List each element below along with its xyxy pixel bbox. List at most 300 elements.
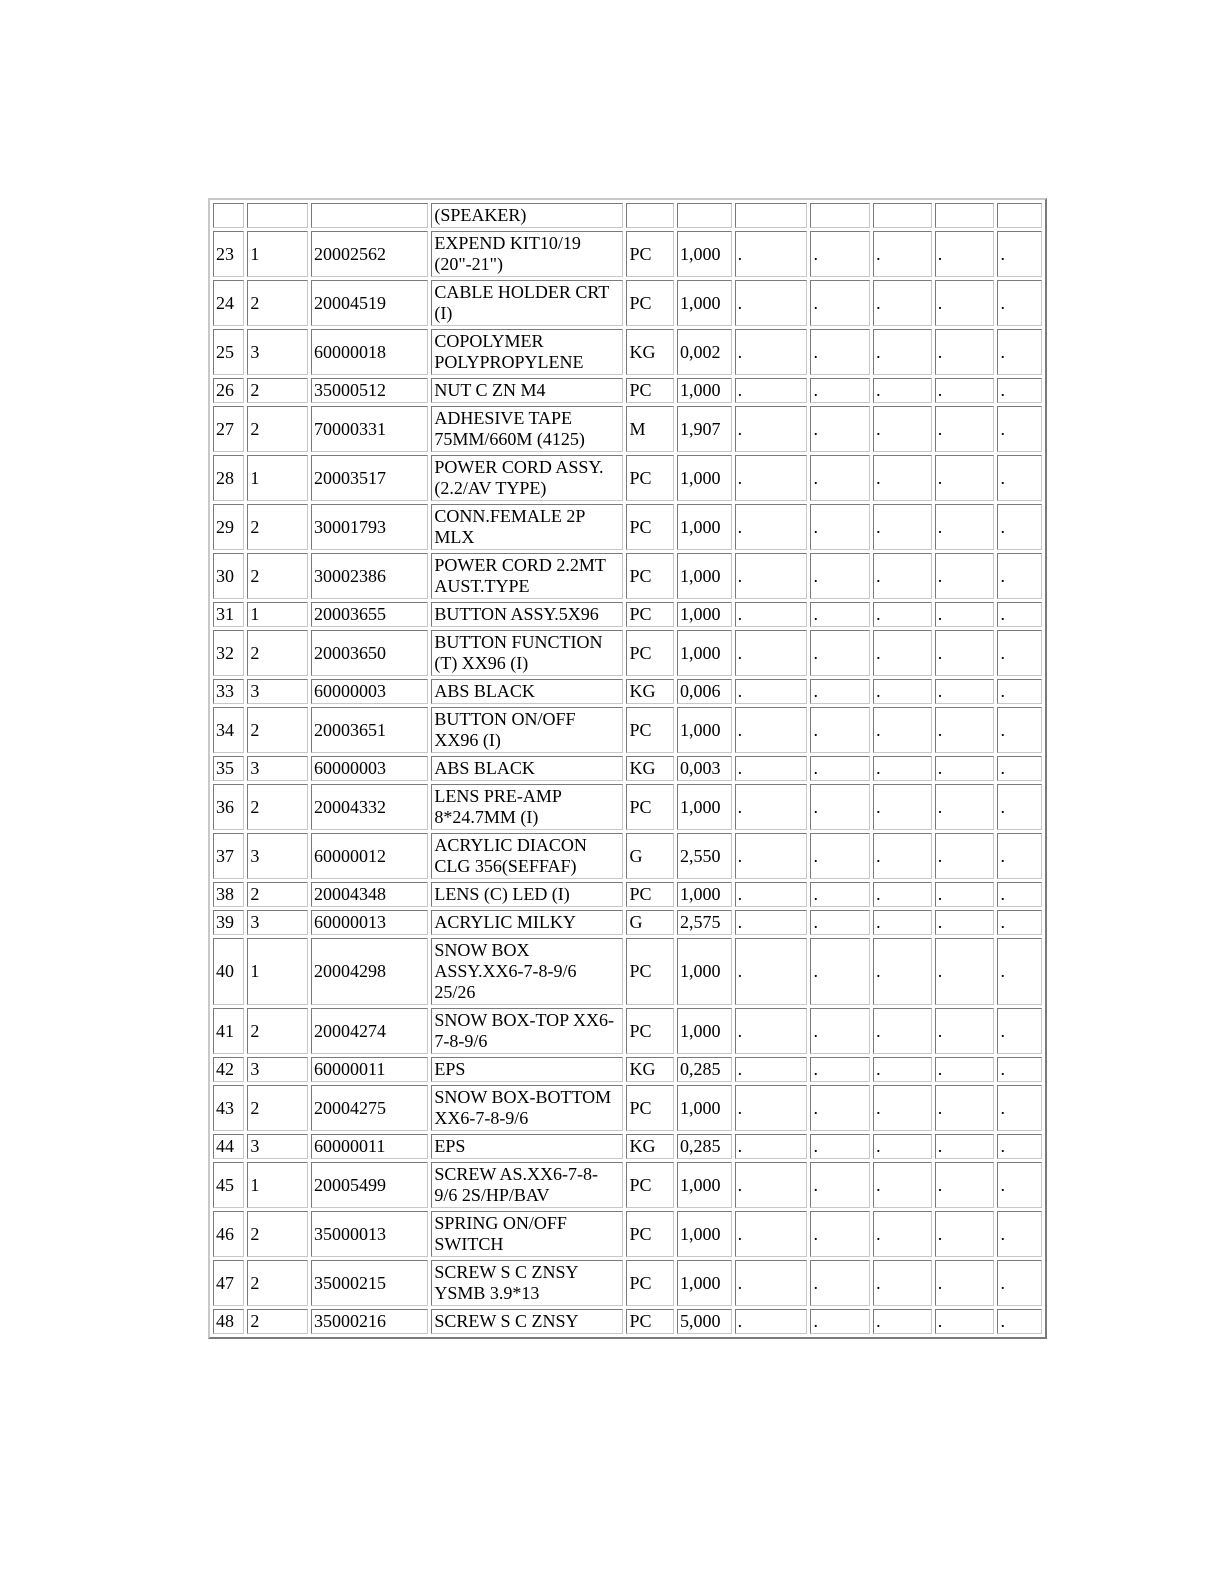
unit-cell: PC xyxy=(626,378,674,403)
extra-cell-5: . xyxy=(997,784,1042,830)
unit-cell: PC xyxy=(626,553,674,599)
quantity-cell: 1,000 xyxy=(677,504,732,550)
extra-cell-4: . xyxy=(935,707,995,753)
part-code-cell: 70000331 xyxy=(311,406,428,452)
table-row xyxy=(213,455,1042,501)
part-code-cell: 60000011 xyxy=(311,1057,428,1082)
extra-cell-5: . xyxy=(997,1008,1042,1054)
quantity-cell: 5,000 xyxy=(677,1309,732,1334)
level-cell: 2 xyxy=(247,1211,308,1257)
quantity-cell: 1,000 xyxy=(677,707,732,753)
unit-cell: KG xyxy=(626,329,674,375)
quantity-cell: 1,907 xyxy=(677,406,732,452)
extra-cell-5: . xyxy=(997,882,1042,907)
extra-cell-4: . xyxy=(935,1008,995,1054)
level-cell: 2 xyxy=(247,1008,308,1054)
level-cell: 1 xyxy=(247,455,308,501)
extra-cell-3: . xyxy=(873,1008,932,1054)
line-number-cell: 24 xyxy=(213,280,244,326)
extra-cell-4: . xyxy=(935,1134,995,1159)
level-cell: 3 xyxy=(247,329,308,375)
extra-cell-2: . xyxy=(810,1260,870,1306)
table-row xyxy=(213,1260,1042,1306)
unit-cell: PC xyxy=(626,707,674,753)
extra-cell-3: . xyxy=(873,784,932,830)
extra-cell-2: . xyxy=(810,910,870,935)
line-number-cell xyxy=(213,203,244,228)
unit-cell: PC xyxy=(626,938,674,1005)
quantity-cell: 0,285 xyxy=(677,1134,732,1159)
unit-cell: PC xyxy=(626,231,674,277)
description-cell: SCREW S C ZNSY xyxy=(431,1309,623,1334)
level-cell: 3 xyxy=(247,910,308,935)
unit-cell: PC xyxy=(626,1211,674,1257)
extra-cell-3: . xyxy=(873,1260,932,1306)
unit-cell: PC xyxy=(626,280,674,326)
extra-cell-2: . xyxy=(810,882,870,907)
table-row xyxy=(213,378,1042,403)
table-row xyxy=(213,406,1042,452)
extra-cell-2: . xyxy=(810,329,870,375)
quantity-cell: 1,000 xyxy=(677,1260,732,1306)
quantity-cell: 2,575 xyxy=(677,910,732,935)
description-cell: SNOW BOX ASSY.XX6-7-8-9/6 25/26 xyxy=(431,938,623,1005)
extra-cell-4: . xyxy=(935,406,995,452)
line-number-cell: 32 xyxy=(213,630,244,676)
unit-cell: PC xyxy=(626,602,674,627)
extra-cell-5: . xyxy=(997,280,1042,326)
unit-cell: KG xyxy=(626,1134,674,1159)
description-cell: SPRING ON/OFF SWITCH xyxy=(431,1211,623,1257)
unit-cell: PC xyxy=(626,1162,674,1208)
extra-cell-2: . xyxy=(810,406,870,452)
table-row xyxy=(213,602,1042,627)
line-number-cell: 23 xyxy=(213,231,244,277)
extra-cell-5: . xyxy=(997,938,1042,1005)
extra-cell-5: . xyxy=(997,1211,1042,1257)
description-cell: POWER CORD 2.2MT AUST.TYPE xyxy=(431,553,623,599)
line-number-cell: 28 xyxy=(213,455,244,501)
extra-cell-5: . xyxy=(997,1085,1042,1131)
description-cell: BUTTON ASSY.5X96 xyxy=(431,602,623,627)
extra-cell-2: . xyxy=(810,1134,870,1159)
extra-cell-5: . xyxy=(997,378,1042,403)
extra-cell-3: . xyxy=(873,756,932,781)
line-number-cell: 45 xyxy=(213,1162,244,1208)
extra-cell-4: . xyxy=(935,679,995,704)
extra-cell-2 xyxy=(810,203,870,228)
extra-cell-5: . xyxy=(997,1057,1042,1082)
extra-cell-5: . xyxy=(997,707,1042,753)
description-cell: ADHESIVE TAPE 75MM/660M (4125) xyxy=(431,406,623,452)
part-code-cell: 20002562 xyxy=(311,231,428,277)
extra-cell-5: . xyxy=(997,630,1042,676)
description-cell: LENS (C) LED (I) xyxy=(431,882,623,907)
description-cell: EPS xyxy=(431,1057,623,1082)
extra-cell-5: . xyxy=(997,910,1042,935)
table-row xyxy=(213,1008,1042,1054)
extra-cell-4: . xyxy=(935,378,995,403)
line-number-cell: 33 xyxy=(213,679,244,704)
level-cell: 1 xyxy=(247,602,308,627)
table-row xyxy=(213,280,1042,326)
line-number-cell: 31 xyxy=(213,602,244,627)
extra-cell-4: . xyxy=(935,784,995,830)
extra-cell-2: . xyxy=(810,784,870,830)
extra-cell-3: . xyxy=(873,1057,932,1082)
quantity-cell: 1,000 xyxy=(677,231,732,277)
table-row xyxy=(213,329,1042,375)
table-row xyxy=(213,630,1042,676)
line-number-cell: 26 xyxy=(213,378,244,403)
extra-cell-3: . xyxy=(873,280,932,326)
description-cell: ABS BLACK xyxy=(431,679,623,704)
extra-cell-1: . xyxy=(735,882,808,907)
level-cell: 2 xyxy=(247,1085,308,1131)
extra-cell-5: . xyxy=(997,756,1042,781)
bill-of-materials-table xyxy=(208,198,1047,1339)
extra-cell-1: . xyxy=(735,1211,808,1257)
description-cell: NUT C ZN M4 xyxy=(431,378,623,403)
quantity-cell: 1,000 xyxy=(677,1211,732,1257)
extra-cell-3: . xyxy=(873,833,932,879)
extra-cell-5: . xyxy=(997,1134,1042,1159)
unit-cell: PC xyxy=(626,882,674,907)
extra-cell-2: . xyxy=(810,1057,870,1082)
line-number-cell: 37 xyxy=(213,833,244,879)
extra-cell-3: . xyxy=(873,455,932,501)
extra-cell-5: . xyxy=(997,329,1042,375)
extra-cell-3: . xyxy=(873,1134,932,1159)
extra-cell-4: . xyxy=(935,910,995,935)
extra-cell-1: . xyxy=(735,1008,808,1054)
level-cell: 2 xyxy=(247,553,308,599)
quantity-cell xyxy=(677,203,732,228)
quantity-cell: 1,000 xyxy=(677,280,732,326)
extra-cell-2: . xyxy=(810,1211,870,1257)
extra-cell-5: . xyxy=(997,504,1042,550)
table-row xyxy=(213,231,1042,277)
extra-cell-2: . xyxy=(810,938,870,1005)
quantity-cell: 1,000 xyxy=(677,602,732,627)
extra-cell-5: . xyxy=(997,455,1042,501)
quantity-cell: 1,000 xyxy=(677,630,732,676)
part-code-cell: 20004274 xyxy=(311,1008,428,1054)
part-code-cell: 60000013 xyxy=(311,910,428,935)
part-code-cell: 35000512 xyxy=(311,378,428,403)
extra-cell-4: . xyxy=(935,231,995,277)
part-code-cell: 35000215 xyxy=(311,1260,428,1306)
table-row xyxy=(213,1085,1042,1131)
description-cell: SCREW AS.XX6-7-8-9/6 2S/HP/BAV xyxy=(431,1162,623,1208)
line-number-cell: 42 xyxy=(213,1057,244,1082)
extra-cell-2: . xyxy=(810,1008,870,1054)
extra-cell-1: . xyxy=(735,1162,808,1208)
line-number-cell: 36 xyxy=(213,784,244,830)
quantity-cell: 1,000 xyxy=(677,882,732,907)
extra-cell-1: . xyxy=(735,1085,808,1131)
table-row xyxy=(213,1211,1042,1257)
description-cell: CONN.FEMALE 2P MLX xyxy=(431,504,623,550)
unit-cell: KG xyxy=(626,679,674,704)
extra-cell-1: . xyxy=(735,406,808,452)
extra-cell-1: . xyxy=(735,938,808,1005)
unit-cell: G xyxy=(626,910,674,935)
quantity-cell: 1,000 xyxy=(677,1008,732,1054)
extra-cell-5: . xyxy=(997,1309,1042,1334)
extra-cell-5: . xyxy=(997,679,1042,704)
extra-cell-2: . xyxy=(810,679,870,704)
unit-cell: KG xyxy=(626,756,674,781)
level-cell: 3 xyxy=(247,679,308,704)
level-cell: 2 xyxy=(247,882,308,907)
part-code-cell: 20005499 xyxy=(311,1162,428,1208)
extra-cell-3: . xyxy=(873,1211,932,1257)
description-cell: EPS xyxy=(431,1134,623,1159)
quantity-cell: 1,000 xyxy=(677,553,732,599)
extra-cell-3: . xyxy=(873,1309,932,1334)
extra-cell-3: . xyxy=(873,602,932,627)
quantity-cell: 0,006 xyxy=(677,679,732,704)
part-code-cell: 20004348 xyxy=(311,882,428,907)
extra-cell-3: . xyxy=(873,1085,932,1131)
part-code-cell: 20003650 xyxy=(311,630,428,676)
table-row xyxy=(213,756,1042,781)
extra-cell-1 xyxy=(735,203,808,228)
extra-cell-5: . xyxy=(997,406,1042,452)
part-code-cell: 20004298 xyxy=(311,938,428,1005)
extra-cell-2: . xyxy=(810,1162,870,1208)
unit-cell: PC xyxy=(626,1260,674,1306)
extra-cell-3: . xyxy=(873,1162,932,1208)
extra-cell-3: . xyxy=(873,910,932,935)
quantity-cell: 1,000 xyxy=(677,784,732,830)
line-number-cell: 35 xyxy=(213,756,244,781)
line-number-cell: 47 xyxy=(213,1260,244,1306)
line-number-cell: 25 xyxy=(213,329,244,375)
extra-cell-2: . xyxy=(810,1085,870,1131)
extra-cell-4: . xyxy=(935,553,995,599)
table-row xyxy=(213,882,1042,907)
extra-cell-1: . xyxy=(735,553,808,599)
extra-cell-3: . xyxy=(873,406,932,452)
extra-cell-1: . xyxy=(735,280,808,326)
extra-cell-2: . xyxy=(810,707,870,753)
unit-cell: PC xyxy=(626,630,674,676)
part-code-cell: 60000018 xyxy=(311,329,428,375)
extra-cell-2: . xyxy=(810,630,870,676)
extra-cell-2: . xyxy=(810,378,870,403)
line-number-cell: 30 xyxy=(213,553,244,599)
level-cell: 2 xyxy=(247,504,308,550)
extra-cell-2: . xyxy=(810,504,870,550)
description-cell: POWER CORD ASSY.(2.2/AV TYPE) xyxy=(431,455,623,501)
extra-cell-4: . xyxy=(935,280,995,326)
extra-cell-4: . xyxy=(935,1085,995,1131)
extra-cell-2: . xyxy=(810,553,870,599)
extra-cell-3: . xyxy=(873,630,932,676)
line-number-cell: 48 xyxy=(213,1309,244,1334)
extra-cell-5: . xyxy=(997,602,1042,627)
extra-cell-4: . xyxy=(935,329,995,375)
line-number-cell: 38 xyxy=(213,882,244,907)
extra-cell-5: . xyxy=(997,1162,1042,1208)
unit-cell: M xyxy=(626,406,674,452)
part-code-cell: 60000003 xyxy=(311,679,428,704)
part-code-cell: 60000003 xyxy=(311,756,428,781)
part-code-cell: 35000216 xyxy=(311,1309,428,1334)
part-code-cell: 35000013 xyxy=(311,1211,428,1257)
unit-cell xyxy=(626,203,674,228)
quantity-cell: 0,002 xyxy=(677,329,732,375)
part-code-cell: 60000011 xyxy=(311,1134,428,1159)
quantity-cell: 1,000 xyxy=(677,938,732,1005)
extra-cell-3: . xyxy=(873,329,932,375)
extra-cell-1: . xyxy=(735,910,808,935)
line-number-cell: 39 xyxy=(213,910,244,935)
level-cell: 2 xyxy=(247,280,308,326)
extra-cell-3: . xyxy=(873,938,932,1005)
extra-cell-4: . xyxy=(935,455,995,501)
level-cell: 2 xyxy=(247,1309,308,1334)
line-number-cell: 46 xyxy=(213,1211,244,1257)
extra-cell-5: . xyxy=(997,231,1042,277)
quantity-cell: 0,003 xyxy=(677,756,732,781)
part-code-cell: 20003651 xyxy=(311,707,428,753)
unit-cell: PC xyxy=(626,504,674,550)
part-code-cell: 20003517 xyxy=(311,455,428,501)
unit-cell: PC xyxy=(626,1309,674,1334)
extra-cell-4: . xyxy=(935,504,995,550)
description-cell: EXPEND KIT10/19 (20"-21") xyxy=(431,231,623,277)
extra-cell-3: . xyxy=(873,882,932,907)
level-cell: 2 xyxy=(247,1260,308,1306)
description-cell: BUTTON FUNCTION (T) XX96 (I) xyxy=(431,630,623,676)
table-row xyxy=(213,707,1042,753)
extra-cell-4: . xyxy=(935,938,995,1005)
extra-cell-4: . xyxy=(935,1057,995,1082)
extra-cell-5 xyxy=(997,203,1042,228)
unit-cell: PC xyxy=(626,1085,674,1131)
description-cell: SCREW S C ZNSY YSMB 3.9*13 xyxy=(431,1260,623,1306)
extra-cell-1: . xyxy=(735,833,808,879)
extra-cell-2: . xyxy=(810,602,870,627)
unit-cell: PC xyxy=(626,455,674,501)
table-row xyxy=(213,553,1042,599)
part-code-cell: 20004519 xyxy=(311,280,428,326)
extra-cell-1: . xyxy=(735,784,808,830)
quantity-cell: 2,550 xyxy=(677,833,732,879)
extra-cell-3: . xyxy=(873,231,932,277)
extra-cell-4: . xyxy=(935,1309,995,1334)
description-cell: (SPEAKER) xyxy=(431,203,623,228)
unit-cell: G xyxy=(626,833,674,879)
part-code-cell: 60000012 xyxy=(311,833,428,879)
level-cell xyxy=(247,203,308,228)
extra-cell-4: . xyxy=(935,756,995,781)
table-body xyxy=(213,203,1042,1334)
extra-cell-1: . xyxy=(735,756,808,781)
quantity-cell: 0,285 xyxy=(677,1057,732,1082)
part-code-cell: 30002386 xyxy=(311,553,428,599)
line-number-cell: 41 xyxy=(213,1008,244,1054)
description-cell: SNOW BOX-BOTTOM XX6-7-8-9/6 xyxy=(431,1085,623,1131)
quantity-cell: 1,000 xyxy=(677,455,732,501)
extra-cell-2: . xyxy=(810,833,870,879)
level-cell: 2 xyxy=(247,707,308,753)
table-row xyxy=(213,1162,1042,1208)
level-cell: 3 xyxy=(247,833,308,879)
extra-cell-1: . xyxy=(735,630,808,676)
extra-cell-1: . xyxy=(735,679,808,704)
description-cell: COPOLYMER POLYPROPYLENE xyxy=(431,329,623,375)
part-code-cell: 20004275 xyxy=(311,1085,428,1131)
extra-cell-1: . xyxy=(735,455,808,501)
level-cell: 1 xyxy=(247,231,308,277)
extra-cell-1: . xyxy=(735,1134,808,1159)
extra-cell-1: . xyxy=(735,707,808,753)
table-row xyxy=(213,679,1042,704)
level-cell: 3 xyxy=(247,1134,308,1159)
level-cell: 3 xyxy=(247,756,308,781)
table-row xyxy=(213,504,1042,550)
description-cell: ACRYLIC MILKY xyxy=(431,910,623,935)
description-cell: CABLE HOLDER CRT (I) xyxy=(431,280,623,326)
table-row xyxy=(213,938,1042,1005)
extra-cell-1: . xyxy=(735,231,808,277)
table-row xyxy=(213,1057,1042,1082)
table-row xyxy=(213,910,1042,935)
description-cell: LENS PRE-AMP 8*24.7MM (I) xyxy=(431,784,623,830)
table-row xyxy=(213,203,1042,228)
level-cell: 2 xyxy=(247,784,308,830)
extra-cell-3: . xyxy=(873,707,932,753)
table-row xyxy=(213,1309,1042,1334)
line-number-cell: 29 xyxy=(213,504,244,550)
level-cell: 1 xyxy=(247,938,308,1005)
extra-cell-1: . xyxy=(735,602,808,627)
extra-cell-4: . xyxy=(935,630,995,676)
extra-cell-2: . xyxy=(810,280,870,326)
quantity-cell: 1,000 xyxy=(677,378,732,403)
part-code-cell: 30001793 xyxy=(311,504,428,550)
extra-cell-5: . xyxy=(997,553,1042,599)
line-number-cell: 44 xyxy=(213,1134,244,1159)
description-cell: ACRYLIC DIACON CLG 356(SEFFAF) xyxy=(431,833,623,879)
extra-cell-4: . xyxy=(935,882,995,907)
part-code-cell: 20004332 xyxy=(311,784,428,830)
part-code-cell xyxy=(311,203,428,228)
line-number-cell: 40 xyxy=(213,938,244,1005)
level-cell: 3 xyxy=(247,1057,308,1082)
extra-cell-3: . xyxy=(873,553,932,599)
extra-cell-2: . xyxy=(810,756,870,781)
extra-cell-3 xyxy=(873,203,932,228)
extra-cell-2: . xyxy=(810,231,870,277)
quantity-cell: 1,000 xyxy=(677,1162,732,1208)
level-cell: 2 xyxy=(247,630,308,676)
extra-cell-3: . xyxy=(873,504,932,550)
extra-cell-1: . xyxy=(735,329,808,375)
table-row xyxy=(213,833,1042,879)
extra-cell-1: . xyxy=(735,1057,808,1082)
extra-cell-5: . xyxy=(997,833,1042,879)
quantity-cell: 1,000 xyxy=(677,1085,732,1131)
line-number-cell: 27 xyxy=(213,406,244,452)
extra-cell-2: . xyxy=(810,1309,870,1334)
extra-cell-4: . xyxy=(935,833,995,879)
extra-cell-2: . xyxy=(810,455,870,501)
